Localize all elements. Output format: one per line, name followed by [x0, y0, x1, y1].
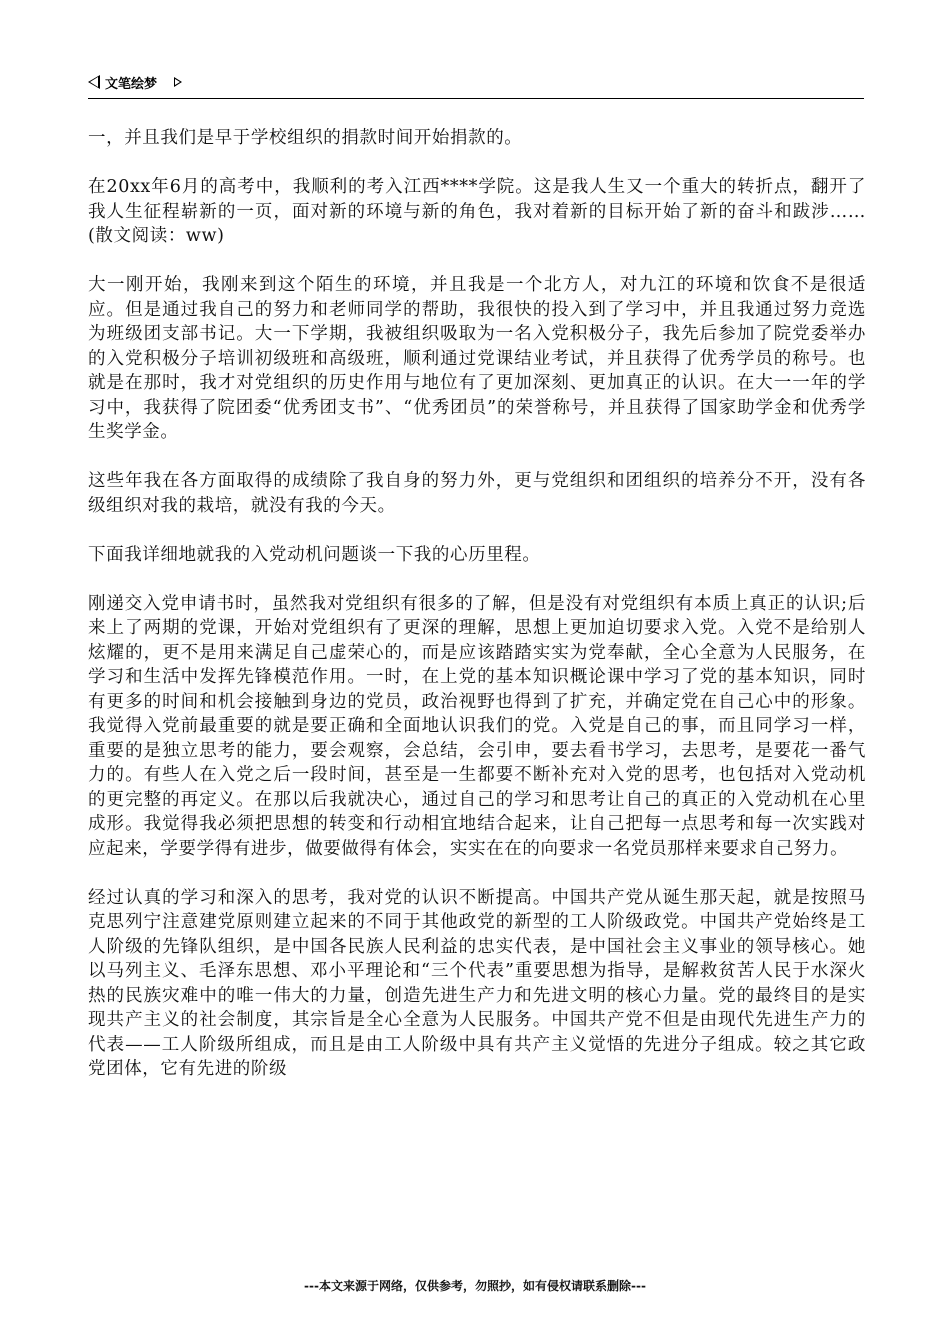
brand-name: 文笔绘梦 [105, 77, 158, 92]
paragraph: 一，并且我们是早于学校组织的捐款时间开始捐款的。 [88, 128, 523, 148]
triangle-left-icon [88, 75, 100, 89]
triangle-right-icon [174, 77, 182, 87]
document-body [88, 126, 866, 1106]
page-header [88, 72, 864, 99]
paragraph: 刚递交入党申请书时，虽然我对党组织有很多的了解，但是没有对党组织有本质上真正的认识;后来上了两期的党课，开始对党组织有了更深的理解，思想上更加迫切要求入党。入党不是给别人炫耀的，更不是用来满足自己虚荣心的，而是应该踏踏实实为党奉献，全心全意为人民服务，在学习和生活中发挥先锋模范作用。一时，在上党的基本知识概论课中学习了党的基本知识，同时有更多的时间和机会接触到身边的党员，政治视野也得到了扩充，并确定党在自己心中的形象。我觉得入党前最重要的就是要正确和全面地认识我们的党。入党是自己的事，而且同学习一样，重要的是独立思考的能力，要会观察，会总结，会引申，要去看书学习，去思考，是要花一番气力的。有些人在入党之后一段时间，甚至是一生都要不断补充对入党的思考，也包括对入党动机的更完整的再定义。在那以后我就决心，通过自己的学习和思考让自己的真正的入党动机在心里成形。我觉得我必须把思想的转变和行动相宜地结合起来，让自己把每一点思考和每一次实践对应起来，学要学得有进步，做要做得有体会，实实在在的向要求一名党员那样来要求自己努力。 [88, 593, 866, 859]
paragraph: 下面我详细地就我的入党动机问题谈一下我的心历里程。 [88, 544, 541, 565]
page-footer-notice: ---本文来源于网络，仅供参考，勿照抄，如有侵权请联系删除--- [304, 1279, 646, 1293]
paragraph: 在20xx年6月的高考中，我顺利的考入江西****学院。这是我人生又一个重大的转折点，翻开了我人生征程崭新的一页，面对新的环境与新的角色，我对着新的目标开始了新的奋斗和跋涉……(散文阅读：ww) [88, 177, 866, 246]
paragraph: 这些年我在各方面取得的成绩除了我自身的努力外，更与党组织和团组织的培养分不开，没有各级组织对我的栽培，就没有我的今天。 [88, 471, 866, 516]
paragraph: 大一刚开始，我刚来到这个陌生的环境，并且我是一个北方人，对九江的环境和饮食不是很适应。但是通过我自己的努力和老师同学的帮助，我很快的投入到了学习中，并且我通过努力竞选为班级团支部书记。大一下学期，我被组织吸取为一名入党积极分子，我先后参加了院党委举办的入党积极分子培训初级班和高级班，顺利通过党课结业考试，并且获得了优秀学员的称号。也就是在那时，我才对党组织的历史作用与地位有了更加深刻、更加真正的认识。在大一一年的学习中，我获得了院团委“优秀团支书”、“优秀团员”的荣誉称号，并且获得了国家助学金和优秀学生奖学金。 [88, 275, 866, 442]
paragraph: 经过认真的学习和深入的思考，我对党的认识不断提高。中国共产党从诞生那天起，就是按照马克思列宁注意建党原则建立起来的不同于其他政党的新型的工人阶级政党。中国共产党始终是工人阶级的先锋队组织，是中国各民族人民利益的忠实代表，是中国社会主义事业的领导核心。她以马列主义、毛泽东思想、邓小平理论和“三个代表”重要思想为指导，是解救贫苦人民于水深火热的民族灾难中的唯一伟大的力量，创造先进生产力和先进文明的核心力量。党的最终目的是实现共产主义的社会制度，其宗旨是全心全意为人民服务。中国共产党不但是由现代先进生产力的代表——工人阶级所组成，而且是由工人阶级中具有共产主义觉悟的先进分子组成。较之其它政党团体，它有先进的阶级 [88, 887, 866, 1079]
